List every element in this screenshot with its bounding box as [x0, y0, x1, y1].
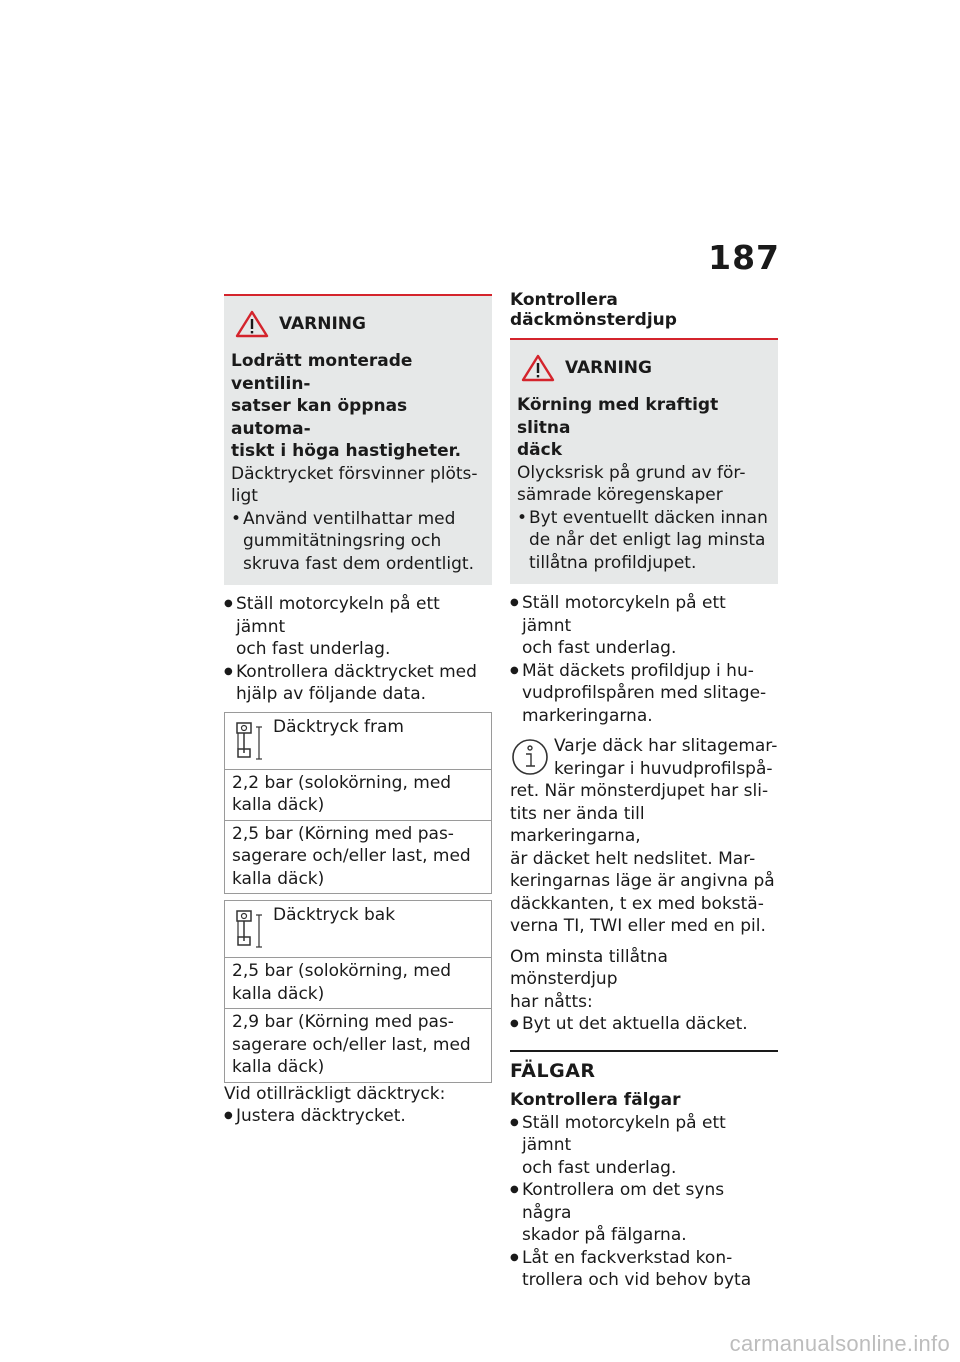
warning-text-line: ligt: [231, 486, 258, 506]
info-note: [510, 735, 778, 938]
info-line: ret. När mönsterdjupet har sli-: [510, 781, 769, 801]
warning-bold-line: Lodrätt monterade ventilin-: [231, 351, 413, 394]
info-line: verna TI, TWI eller med en pil.: [510, 916, 766, 936]
step-item-cont: markeringarna.: [522, 705, 653, 726]
step-item-cont: hjälp av följande data.: [236, 684, 427, 704]
low-pressure-label: Vid otillräckligt däcktryck:: [224, 1083, 446, 1104]
step-item-cont: vudprofilspåren med slitage-: [522, 683, 767, 703]
step-item-cont: och fast underlag.: [522, 1157, 677, 1178]
table-title: Däcktryck bak: [273, 905, 396, 925]
warning-bullet-cont: de når det enligt lag minsta: [529, 530, 766, 550]
table-row: 2,5 bar (solokörning, med kalla däck): [225, 958, 491, 1009]
warning-bold-line: Körning med kraftigt slitna: [517, 395, 719, 438]
info-icon: [510, 737, 550, 777]
min-depth-note: Om minsta tillåtna mönsterdjup har nåtts: ● Byt ut det aktuella däcket.: [510, 946, 778, 1036]
warning-triangle-icon: [235, 310, 269, 338]
warning-bold-line: tiskt i höga hastigheter.: [231, 441, 462, 461]
step-item: ● Ställ motorcykeln på ett jämnt: [224, 593, 492, 638]
warning-title: VARNING: [565, 357, 652, 378]
warning-bold-line: däck: [517, 440, 563, 460]
warning-bullet: • Byt eventuellt däcken innan: [517, 507, 770, 530]
step-list: [224, 593, 492, 706]
step-item-cont: och fast underlag.: [236, 639, 391, 659]
rims-heading: FÄLGAR: [510, 1059, 596, 1082]
footer-watermark: carmanualsonline.info: [729, 1331, 950, 1356]
warning-box-tread: [510, 338, 778, 584]
info-line: keringar i huvudprofilspå-: [554, 758, 773, 779]
info-line: är däcket helt nedslitet. Mar-: [510, 848, 756, 869]
warning-box-valves: [224, 294, 492, 585]
step-item: ● Ställ motorcykeln på ett jämnt: [510, 592, 778, 637]
warning-triangle-icon: [521, 354, 555, 382]
warning-bullet-cont: tillåtna profildjupet.: [529, 552, 697, 573]
table-row: 2,5 bar (Körning med pas- sagerare och/eller last, med kalla däck): [232, 823, 471, 889]
table-row: 2,9 bar (Körning med pas- sagerare och/eller last, med kalla däck): [232, 1012, 471, 1077]
step-item: ● Byt ut det aktuella däcket.: [510, 1013, 778, 1036]
step-item-cont: och fast underlag.: [522, 638, 677, 658]
front-tire-pressure-table: [224, 712, 492, 895]
info-line: Varje däck har slitagemar-: [554, 736, 778, 756]
step-item: ● Kontrollera däcktrycket med: [224, 661, 492, 684]
warning-bullet-cont: skruva fast dem ordentligt.: [243, 553, 474, 574]
section-divider: [510, 1050, 778, 1058]
step-list: [510, 1112, 778, 1292]
step-list: [510, 592, 778, 727]
step-item: ● Mät däckets profildjup i hu-: [510, 660, 778, 683]
warning-bullet: • Använd ventilhattar med: [231, 508, 484, 531]
step-item: ● Ställ motorcykeln på ett jämnt: [510, 1112, 778, 1157]
step-item: ● Kontrollera om det syns några: [510, 1179, 778, 1224]
info-line: däckkanten, t ex med bokstä-: [510, 893, 764, 914]
step-item: ● Låt en fackverkstad kon-: [510, 1247, 778, 1270]
warning-text-line: sämrade köregenskaper: [517, 485, 723, 505]
warning-bold-line: satser kan öppnas automa-: [231, 396, 408, 439]
warning-text-line: Olycksrisk på grund av för-: [517, 462, 746, 483]
right-column: [510, 290, 778, 1292]
warning-title: VARNING: [279, 313, 366, 334]
step-item-cont: trollera och vid behov byta: [522, 1270, 752, 1290]
left-column: [224, 294, 492, 1128]
step-item: ● Justera däcktrycket.: [224, 1105, 492, 1128]
rear-tire-pressure-table: [224, 900, 492, 1083]
tire-pressure-gauge-icon: [234, 907, 264, 951]
info-line: keringarnas läge är angivna på: [510, 871, 775, 891]
table-row: 2,2 bar (solokörning, med kalla däck): [225, 770, 491, 821]
page-number: 187: [708, 238, 780, 277]
table-title: Däcktryck fram: [273, 716, 404, 737]
step-item-cont: skador på fälgarna.: [522, 1225, 687, 1245]
warning-bullet-cont: gummitätningsring och: [243, 531, 442, 551]
rims-subtitle: Kontrollera fälgar: [510, 1089, 681, 1110]
section-title: Kontrollera däckmönsterdjup: [510, 290, 677, 330]
warning-text-line: Däcktrycket försvinner plöts-: [231, 463, 478, 484]
tire-pressure-gauge-icon: [234, 719, 264, 763]
info-line: tits ner ända till markeringarna,: [510, 803, 645, 846]
